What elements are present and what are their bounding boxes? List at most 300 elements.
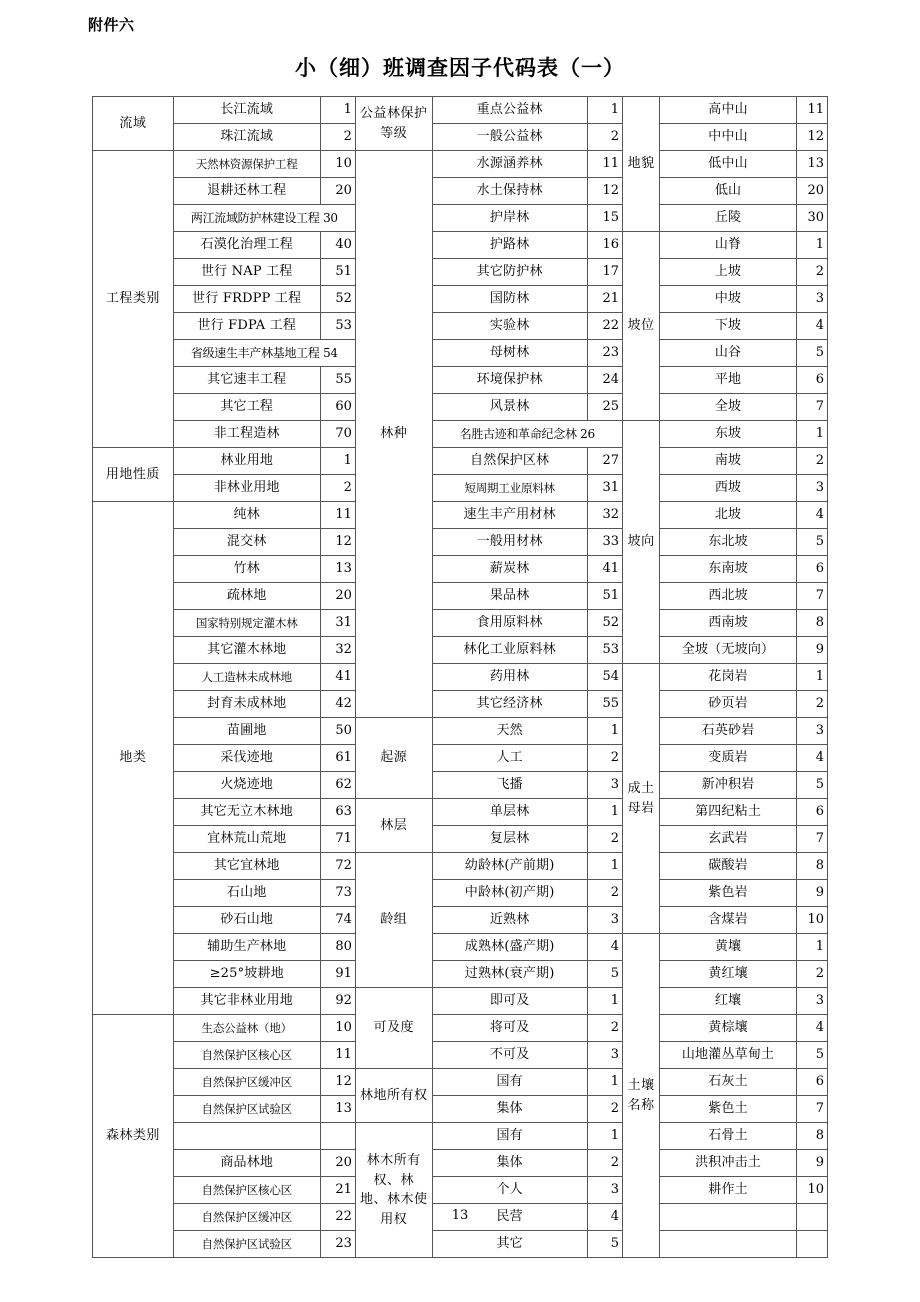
factor-item-right: 东北坡: [660, 529, 797, 556]
table-row: [93, 826, 828, 853]
factor-code-left: 12: [320, 1069, 355, 1096]
table-row: [93, 934, 828, 961]
factor-code-middle: 2: [587, 1096, 622, 1123]
factor-code-left: 51: [320, 259, 355, 286]
factor-code-middle: 3: [587, 1042, 622, 1069]
factor-code-middle: 1: [587, 97, 622, 124]
factor-group-label-middle: 林地所有权: [355, 1069, 432, 1123]
factor-item-right: 石灰土: [660, 1069, 797, 1096]
factor-code-left: 52: [320, 286, 355, 313]
factor-code-middle: 53: [587, 637, 622, 664]
factor-item-left: 商品林地: [173, 1150, 320, 1177]
factor-group-label-middle: 林层: [355, 799, 432, 853]
factor-item-left: 天然林资源保护工程: [173, 151, 320, 178]
factor-code-right: 30: [796, 205, 827, 232]
factor-code-right: 3: [796, 718, 827, 745]
factor-item-middle: 天然: [432, 718, 587, 745]
factor-code-middle: 4: [587, 1204, 622, 1231]
factor-code-left: 20: [320, 178, 355, 205]
factor-item-right: 上坡: [660, 259, 797, 286]
factor-group-label-left: 用地性质: [93, 448, 174, 502]
factor-item-right: 第四纪粘土: [660, 799, 797, 826]
factor-item-left: 纯林: [173, 502, 320, 529]
factor-code-middle: 1: [587, 1069, 622, 1096]
table-row: [93, 907, 828, 934]
factor-item-right: 高中山: [660, 97, 797, 124]
factor-item-left: 混交林: [173, 529, 320, 556]
factor-item-middle: 林化工业原料林: [432, 637, 587, 664]
table-row: [93, 529, 828, 556]
factor-code-left: 20: [320, 1150, 355, 1177]
factor-code-left: 55: [320, 367, 355, 394]
factor-item-middle: 护岸林: [432, 205, 587, 232]
factor-group-label-middle: 林种: [355, 151, 432, 718]
factor-code-left: 10: [320, 151, 355, 178]
factor-code-middle: 2: [587, 1015, 622, 1042]
factor-item-middle: 单层林: [432, 799, 587, 826]
factor-code-right: 9: [796, 1150, 827, 1177]
factor-code-right: 1: [796, 934, 827, 961]
factor-group-label-middle: 龄组: [355, 853, 432, 988]
factor-item-right: 石英砂岩: [660, 718, 797, 745]
factor-code-middle: 5: [587, 1231, 622, 1258]
factor-code-right: 6: [796, 367, 827, 394]
factor-item-right: 洪积冲击土: [660, 1150, 797, 1177]
factor-code-left: 13: [320, 556, 355, 583]
table-row: [93, 205, 828, 232]
factor-code-middle: 3: [587, 1177, 622, 1204]
factor-item-middle: 一般公益林: [432, 124, 587, 151]
factor-item-right: 东南坡: [660, 556, 797, 583]
factor-item-middle: 其它: [432, 1231, 587, 1258]
factor-code-left: 62: [320, 772, 355, 799]
factor-item-left: 国家特别规定灌木林: [173, 610, 320, 637]
factor-code-right: 11: [796, 97, 827, 124]
factor-item-right: 北坡: [660, 502, 797, 529]
factor-item-left: 珠江流域: [173, 124, 320, 151]
factor-code-right: 1: [796, 664, 827, 691]
factor-item-middle: 复层林: [432, 826, 587, 853]
factor-item-middle: 成熟林(盛产期): [432, 934, 587, 961]
factor-item-right: 山脊: [660, 232, 797, 259]
factor-item-right: 玄武岩: [660, 826, 797, 853]
factor-code-middle: 52: [587, 610, 622, 637]
factor-item-middle: 国防林: [432, 286, 587, 313]
factor-code-left: 80: [320, 934, 355, 961]
factor-item-right: 黄壤: [660, 934, 797, 961]
table-row: [93, 232, 828, 259]
factor-code-right: 13: [796, 151, 827, 178]
factor-item-right: 石骨土: [660, 1123, 797, 1150]
table-row: [93, 799, 828, 826]
table-row: [93, 718, 828, 745]
factor-code-right-empty: [796, 1231, 827, 1258]
table-row: [93, 664, 828, 691]
factor-item-middle: 速生丰产用材林: [432, 502, 587, 529]
factor-item-middle: 药用林: [432, 664, 587, 691]
factor-item-right: 变质岩: [660, 745, 797, 772]
factor-item-middle: 幼龄林(产前期): [432, 853, 587, 880]
table-row: [93, 988, 828, 1015]
table-row: [93, 556, 828, 583]
factor-code-middle: 2: [587, 826, 622, 853]
table-row: [93, 313, 828, 340]
factor-item-right: 西北坡: [660, 583, 797, 610]
factor-item-middle: 实验林: [432, 313, 587, 340]
factor-code-left: 74: [320, 907, 355, 934]
factor-code-middle: 22: [587, 313, 622, 340]
factor-item-right: 西南坡: [660, 610, 797, 637]
factor-item-middle: 近熟林: [432, 907, 587, 934]
factor-item-right: 丘陵: [660, 205, 797, 232]
factor-item-right: 中中山: [660, 124, 797, 151]
table-row: [93, 772, 828, 799]
factor-item-left: 世行 FDPA 工程: [173, 313, 320, 340]
table-row: [93, 367, 828, 394]
factor-group-label-middle: 林木所有权、林 地、林木使用权: [355, 1123, 432, 1258]
factor-code-middle: 11: [587, 151, 622, 178]
factor-item-right: 新冲积岩: [660, 772, 797, 799]
factor-item-middle: 国有: [432, 1123, 587, 1150]
factor-code-left: 63: [320, 799, 355, 826]
table-row: [93, 1123, 828, 1150]
factor-item-left: 自然保护区试验区: [173, 1231, 320, 1258]
factor-item-middle: 个人: [432, 1177, 587, 1204]
factor-code-left: 70: [320, 421, 355, 448]
factor-item-left: 其它非林业用地: [173, 988, 320, 1015]
table-row: [93, 124, 828, 151]
table-row: [93, 1096, 828, 1123]
factor-code-middle: 1: [587, 799, 622, 826]
factor-code-left: 40: [320, 232, 355, 259]
factor-item-middle: 母树林: [432, 340, 587, 367]
factor-group-label-left: 地类: [93, 502, 174, 1015]
factor-code-middle: 32: [587, 502, 622, 529]
factor-item-right: 平地: [660, 367, 797, 394]
factor-item-left: 自然保护区试验区: [173, 1096, 320, 1123]
table-body: [93, 97, 828, 1258]
factor-item-left: 石山地: [173, 880, 320, 907]
factor-code-left: 31: [320, 610, 355, 637]
factor-group-label-middle: 公益林保护 等级: [355, 97, 432, 151]
factor-item-middle: 果品林: [432, 583, 587, 610]
factor-code-right: 9: [796, 637, 827, 664]
factor-code-middle: 55: [587, 691, 622, 718]
factor-item-middle: 自然保护区林: [432, 448, 587, 475]
table-row: [93, 691, 828, 718]
factor-code-middle: 1: [587, 1123, 622, 1150]
factor-item-left: 两江流域防护林建设工程 30: [173, 205, 355, 232]
table-row: [93, 1015, 828, 1042]
factor-item-left: 自然保护区核心区: [173, 1042, 320, 1069]
factor-code-left: 42: [320, 691, 355, 718]
factor-group-label-right: 坡位: [622, 232, 659, 421]
table-row: [93, 637, 828, 664]
factor-item-right: 低山: [660, 178, 797, 205]
factor-code-left: 1: [320, 97, 355, 124]
factor-code-left: 1: [320, 448, 355, 475]
factor-code-left: 91: [320, 961, 355, 988]
factor-code-middle: 2: [587, 745, 622, 772]
factor-item-left: 人工造林未成林地: [173, 664, 320, 691]
factor-code-right: 1: [796, 421, 827, 448]
factor-item-middle: 民营: [432, 1204, 587, 1231]
factor-code-middle: 23: [587, 340, 622, 367]
factor-code-left: 22: [320, 1204, 355, 1231]
table-row: [93, 178, 828, 205]
factor-code-middle: 12: [587, 178, 622, 205]
factor-item-left: 其它灌木林地: [173, 637, 320, 664]
table-row: [93, 259, 828, 286]
factor-item-right-empty: [660, 1231, 797, 1258]
factor-item-right: 红壤: [660, 988, 797, 1015]
factor-group-label-right: 坡向: [622, 421, 659, 664]
factor-code-left: 2: [320, 475, 355, 502]
factor-code-left: 73: [320, 880, 355, 907]
factor-item-middle: 过熟林(衰产期): [432, 961, 587, 988]
factor-item-left: 石漠化治理工程: [173, 232, 320, 259]
table-row: [93, 394, 828, 421]
factor-item-left: 生态公益林（地）: [173, 1015, 320, 1042]
factor-code-middle: 27: [587, 448, 622, 475]
survey-factor-code-table: [92, 96, 828, 1258]
factor-group-label-left: 工程类别: [93, 151, 174, 448]
factor-item-left: 火烧迹地: [173, 772, 320, 799]
factor-code-middle: 16: [587, 232, 622, 259]
factor-group-label-right: 土壤 名称: [622, 934, 659, 1258]
factor-code-left: 61: [320, 745, 355, 772]
factor-code-left: 53: [320, 313, 355, 340]
factor-item-left: 其它工程: [173, 394, 320, 421]
factor-code-right: 6: [796, 556, 827, 583]
factor-item-middle: 集体: [432, 1150, 587, 1177]
factor-code-right: 7: [796, 583, 827, 610]
factor-item-middle: 名胜古迹和革命纪念林 26: [432, 421, 622, 448]
factor-code-left-empty: [320, 1123, 355, 1150]
factor-item-left: 自然保护区缓冲区: [173, 1069, 320, 1096]
factor-item-middle: 中龄林(初产期): [432, 880, 587, 907]
table-row: [93, 151, 828, 178]
page-number: 13: [451, 1208, 469, 1223]
factor-code-right: 12: [796, 124, 827, 151]
factor-item-left: 自然保护区缓冲区: [173, 1204, 320, 1231]
factor-item-right: 低中山: [660, 151, 797, 178]
table-row: [93, 421, 828, 448]
factor-code-right: 5: [796, 340, 827, 367]
factor-item-middle: 将可及: [432, 1015, 587, 1042]
factor-code-right: 2: [796, 448, 827, 475]
factor-code-middle: 17: [587, 259, 622, 286]
factor-code-right: 5: [796, 1042, 827, 1069]
factor-item-left: 退耕还林工程: [173, 178, 320, 205]
factor-code-left: 20: [320, 583, 355, 610]
factor-item-right: 山地灌丛草甸土: [660, 1042, 797, 1069]
factor-code-middle: 4: [587, 934, 622, 961]
factor-item-middle: 即可及: [432, 988, 587, 1015]
factor-code-middle: 3: [587, 907, 622, 934]
factor-code-middle: 1: [587, 853, 622, 880]
table-row: [93, 880, 828, 907]
table-row: [93, 448, 828, 475]
table-row: [93, 475, 828, 502]
factor-item-middle: 风景林: [432, 394, 587, 421]
factor-code-right: 4: [796, 313, 827, 340]
factor-item-middle: 人工: [432, 745, 587, 772]
factor-code-right: 6: [796, 799, 827, 826]
code-table-container: [92, 96, 828, 1258]
factor-code-right: 5: [796, 772, 827, 799]
factor-code-left: 12: [320, 529, 355, 556]
table-row: [93, 97, 828, 124]
factor-code-left: 92: [320, 988, 355, 1015]
factor-item-right: 紫色岩: [660, 880, 797, 907]
factor-code-right: 8: [796, 853, 827, 880]
table-row: [93, 1150, 828, 1177]
factor-code-right: 8: [796, 610, 827, 637]
factor-code-middle: 5: [587, 961, 622, 988]
factor-group-label-left: 森林类别: [93, 1015, 174, 1258]
factor-code-right: 4: [796, 502, 827, 529]
factor-item-right: 花岗岩: [660, 664, 797, 691]
factor-item-middle: 护路林: [432, 232, 587, 259]
table-row: [93, 1069, 828, 1096]
factor-code-left: 21: [320, 1177, 355, 1204]
factor-code-right: 1: [796, 232, 827, 259]
factor-code-middle: 24: [587, 367, 622, 394]
factor-item-left: 疏林地: [173, 583, 320, 610]
factor-code-right: 3: [796, 475, 827, 502]
factor-item-left: 竹林: [173, 556, 320, 583]
factor-item-left: 苗圃地: [173, 718, 320, 745]
factor-group-label-right: 成土 母岩: [622, 664, 659, 934]
table-row: [93, 583, 828, 610]
factor-code-right: 3: [796, 988, 827, 1015]
factor-code-middle: 33: [587, 529, 622, 556]
factor-item-middle: 水土保持林: [432, 178, 587, 205]
factor-item-right: 中坡: [660, 286, 797, 313]
factor-item-right: 砂页岩: [660, 691, 797, 718]
factor-code-middle: 3: [587, 772, 622, 799]
table-row: [93, 853, 828, 880]
factor-code-left: 13: [320, 1096, 355, 1123]
factor-item-middle: 其它经济林: [432, 691, 587, 718]
factor-code-right: 8: [796, 1123, 827, 1150]
table-row: [93, 745, 828, 772]
factor-item-left-empty: [173, 1123, 320, 1150]
factor-code-middle: 2: [587, 124, 622, 151]
factor-item-middle: 环境保护林: [432, 367, 587, 394]
factor-item-middle: 水源涵养林: [432, 151, 587, 178]
factor-item-right: 西坡: [660, 475, 797, 502]
factor-item-left: ≥25°坡耕地: [173, 961, 320, 988]
factor-item-right: 南坡: [660, 448, 797, 475]
factor-item-right: 耕作土: [660, 1177, 797, 1204]
table-row: [93, 502, 828, 529]
factor-code-right: 10: [796, 907, 827, 934]
factor-item-left: 砂石山地: [173, 907, 320, 934]
factor-item-middle: 薪炭林: [432, 556, 587, 583]
factor-code-left: 50: [320, 718, 355, 745]
factor-code-middle: 51: [587, 583, 622, 610]
factor-item-right: 黄红壤: [660, 961, 797, 988]
factor-item-left: 非林业用地: [173, 475, 320, 502]
factor-item-right: 碳酸岩: [660, 853, 797, 880]
factor-group-label-left: 流域: [93, 97, 174, 151]
factor-group-label-middle: 起源: [355, 718, 432, 799]
table-row: [93, 286, 828, 313]
factor-code-middle: 1: [587, 718, 622, 745]
factor-code-middle: 1: [587, 988, 622, 1015]
factor-code-right: 6: [796, 1069, 827, 1096]
factor-code-middle: 2: [587, 880, 622, 907]
factor-item-left: 其它宜林地: [173, 853, 320, 880]
factor-code-right: 2: [796, 961, 827, 988]
factor-code-left: 71: [320, 826, 355, 853]
factor-code-middle: 25: [587, 394, 622, 421]
factor-item-middle: 集体: [432, 1096, 587, 1123]
factor-code-left: 23: [320, 1231, 355, 1258]
factor-code-right: 2: [796, 259, 827, 286]
factor-code-right: 5: [796, 529, 827, 556]
factor-code-right: 4: [796, 1015, 827, 1042]
factor-item-left: 其它无立木林地: [173, 799, 320, 826]
factor-code-middle: 15: [587, 205, 622, 232]
page-title: 小（细）班调查因子代码表（一）: [295, 55, 625, 80]
factor-code-right: 20: [796, 178, 827, 205]
factor-code-right: 9: [796, 880, 827, 907]
factor-code-left: 11: [320, 502, 355, 529]
factor-code-middle: 31: [587, 475, 622, 502]
table-row: [93, 610, 828, 637]
factor-group-label-middle: 可及度: [355, 988, 432, 1069]
factor-item-left: 宜林荒山荒地: [173, 826, 320, 853]
table-row: [93, 1231, 828, 1258]
factor-item-left: 封育未成林地: [173, 691, 320, 718]
factor-item-left: 辅助生产林地: [173, 934, 320, 961]
factor-item-left: 世行 FRDPP 工程: [173, 286, 320, 313]
factor-code-right: 10: [796, 1177, 827, 1204]
factor-item-right: 下坡: [660, 313, 797, 340]
table-row: [93, 1177, 828, 1204]
factor-code-right: 7: [796, 394, 827, 421]
factor-code-left: 2: [320, 124, 355, 151]
table-row: [93, 1042, 828, 1069]
factor-code-left: 10: [320, 1015, 355, 1042]
factor-code-left: 60: [320, 394, 355, 421]
factor-item-right: 紫色土: [660, 1096, 797, 1123]
factor-item-right: 东坡: [660, 421, 797, 448]
table-row: [93, 340, 828, 367]
factor-group-label-right: 地貌: [622, 97, 659, 232]
factor-item-left: 采伐迹地: [173, 745, 320, 772]
factor-item-left: 非工程造林: [173, 421, 320, 448]
factor-item-left: 世行 NAP 工程: [173, 259, 320, 286]
factor-item-left: 长江流域: [173, 97, 320, 124]
factor-item-middle: 一般用材林: [432, 529, 587, 556]
factor-item-middle: 食用原料林: [432, 610, 587, 637]
factor-code-left: 72: [320, 853, 355, 880]
factor-item-right: 全坡: [660, 394, 797, 421]
factor-code-right: 3: [796, 286, 827, 313]
factor-item-middle: 其它防护林: [432, 259, 587, 286]
factor-item-middle: 短周期工业原料林: [432, 475, 587, 502]
factor-code-right: 2: [796, 691, 827, 718]
factor-item-middle: 国有: [432, 1069, 587, 1096]
factor-code-right: 7: [796, 826, 827, 853]
factor-code-right: 4: [796, 745, 827, 772]
factor-code-middle: 2: [587, 1150, 622, 1177]
factor-item-left: 自然保护区核心区: [173, 1177, 320, 1204]
